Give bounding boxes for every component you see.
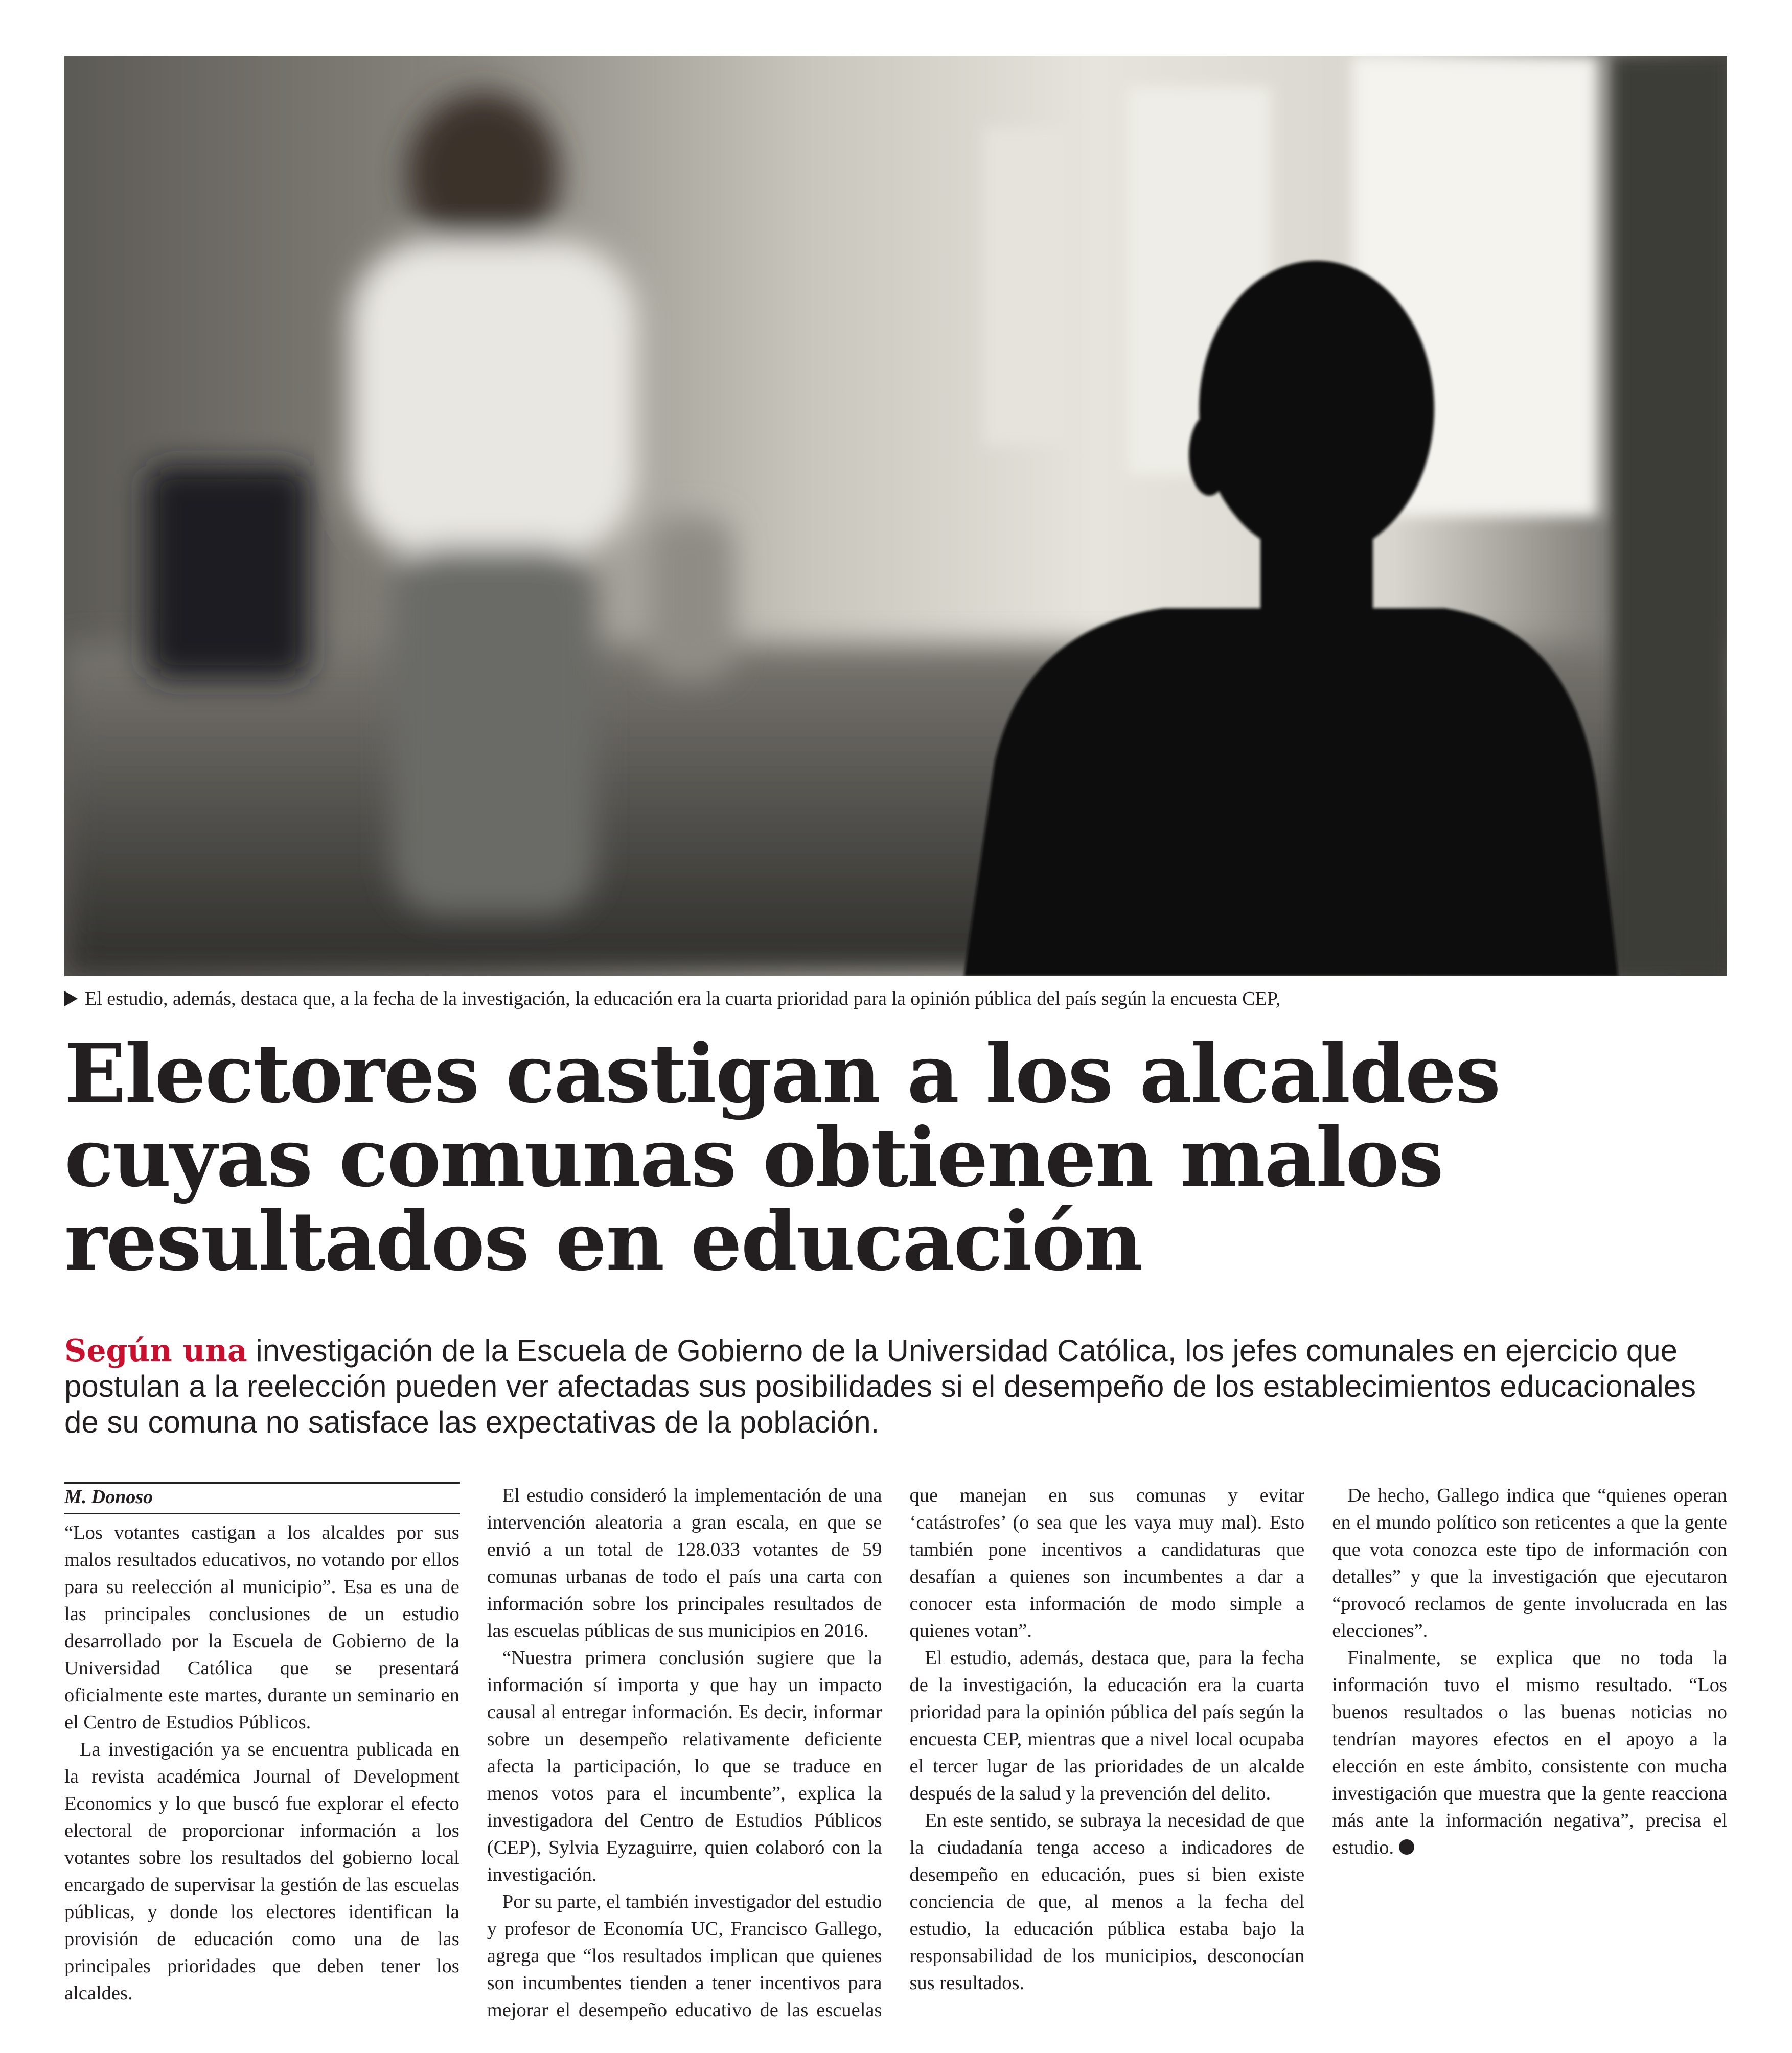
article-body xyxy=(64,1482,1727,2029)
body-paragraph: De hecho, Gallego indica que “quienes operan en el mundo político son reticentes a que la gente que vota conozca este tipo de información con detalles” y que la investigación que ejecutaron “provocó reclamos de gente involucrada en las elecciones”. xyxy=(1332,1485,1727,1642)
body-paragraph: El estudio consideró la implementación de una intervención aleatoria a gran escala, en que se envió a un total de 128.033 votantes de 59 comunas urbanas de todo el país una carta con información sobre los principales resultados de las escuelas públicas de sus municipios en 2016. xyxy=(487,1485,882,1642)
body-paragraph: “Los votantes castigan a los alcaldes por sus malos resultados educativos, no votando por ellos para su reelección al municipio”. Esa es una de las principales conclusiones de un estudio desarrollado por la Escuela de Gobierno de la Universidad Católica que se presentará oficialmente este martes, durante un seminario en el Centro de Estudios Públicos. xyxy=(64,1522,460,1733)
end-mark-icon xyxy=(1399,1839,1414,1855)
article-photo xyxy=(64,56,1727,976)
caption-arrow-icon xyxy=(64,991,78,1006)
headline: Electores castigan a los alcaldes cuyas comunas obtienen malos resultados en educación xyxy=(64,1027,1500,1289)
body-paragraph: El estudio, además, destaca que, para la fecha de la investigación, la educación era la cuarta prioridad para la opinión pública del país según la encuesta CEP, mientras que a nivel local ocupaba el tercer lugar de las prioridades de un alcalde después de la salud y la prevención del delito. xyxy=(909,1647,1305,1804)
lead-kicker: Según una xyxy=(64,1333,247,1369)
lead-text: investigación de la Escuela de Gobierno de la Universidad Católica, los jefes comunales en ejercicio que postulan a la reelección pueden ver afectadas sus posibilidades si el desempeño de los establecimientos educacionales de su comuna no satisface las expectativas de la población. xyxy=(64,1333,1696,1439)
caption-text: El estudio, además, destaca que, a la fecha de la investigación, la educación era la cuarta prioridad para la opinión pública del país según la encuesta CEP, xyxy=(85,988,1281,1009)
body-paragraph xyxy=(1332,1645,1727,1861)
body-paragraph: “Nuestra primera conclusión sugiere que la información sí importa y que hay un impacto causal al entregar información. Es decir, informar sobre un desempeño relativamente deficiente afecta la participación, lo que se traduce en menos votos para el incumbente”, explica la investigadora del Centro de Estudios Públicos (CEP), Sylvia Eyzaguirre, quien colaboró con la investigación. xyxy=(487,1647,882,1885)
photo-illustration xyxy=(64,56,1727,976)
lead-paragraph xyxy=(64,1333,1727,1440)
last-paragraph-text: Finalmente, se explica que no toda la información tuvo el mismo resultado. “Los buenos resultados o las buenas noticias no tendrían mayores efectos en el apoyo a la elección en este ámbito, consistente con mucha investigación que muestra que la gente reacciona más ante la información negativa”, precisa el estudio. xyxy=(1332,1647,1727,1858)
body-paragraph: Por su parte, el también investigador del estudio y profesor de Economía UC, Francisco Gallego, agrega que “los resultados implican que quienes son incumbentes tienden a tener incentivos para mejorar el desempeño educativo de las escuelas que manejan en sus comunas y evitar ‘catástrofes’ (o sea que les vaya muy mal). Esto también pone incentivos a candidaturas que desafían a quienes son incumbentes a dar a conocer esta información de modo simple a quienes votan”. xyxy=(487,1485,1305,2021)
byline: M. Donoso xyxy=(64,1482,460,1514)
photo-caption xyxy=(64,986,1727,1011)
body-paragraph: La investigación ya se encuentra publicada en la revista académica Journal of Development Economics y lo que buscó fue explorar el efecto electoral de proporcionar información a los votantes sobre los resultados del gobierno local encargado de supervisar la gestión de las escuelas públicas, y donde los electores identifican la provisión de educación como una de las principales prioridades que deben tener los alcaldes. xyxy=(64,1739,460,2004)
body-paragraph: En este sentido, se subraya la necesidad de que la ciudadanía tenga acceso a indicadores de desempeño en educación, pues si bien existe conciencia de que, al menos a la fecha del estudio, la educación pública estaba bajo la responsabilidad de los municipios, desconocían sus resultados. xyxy=(909,1810,1305,1994)
